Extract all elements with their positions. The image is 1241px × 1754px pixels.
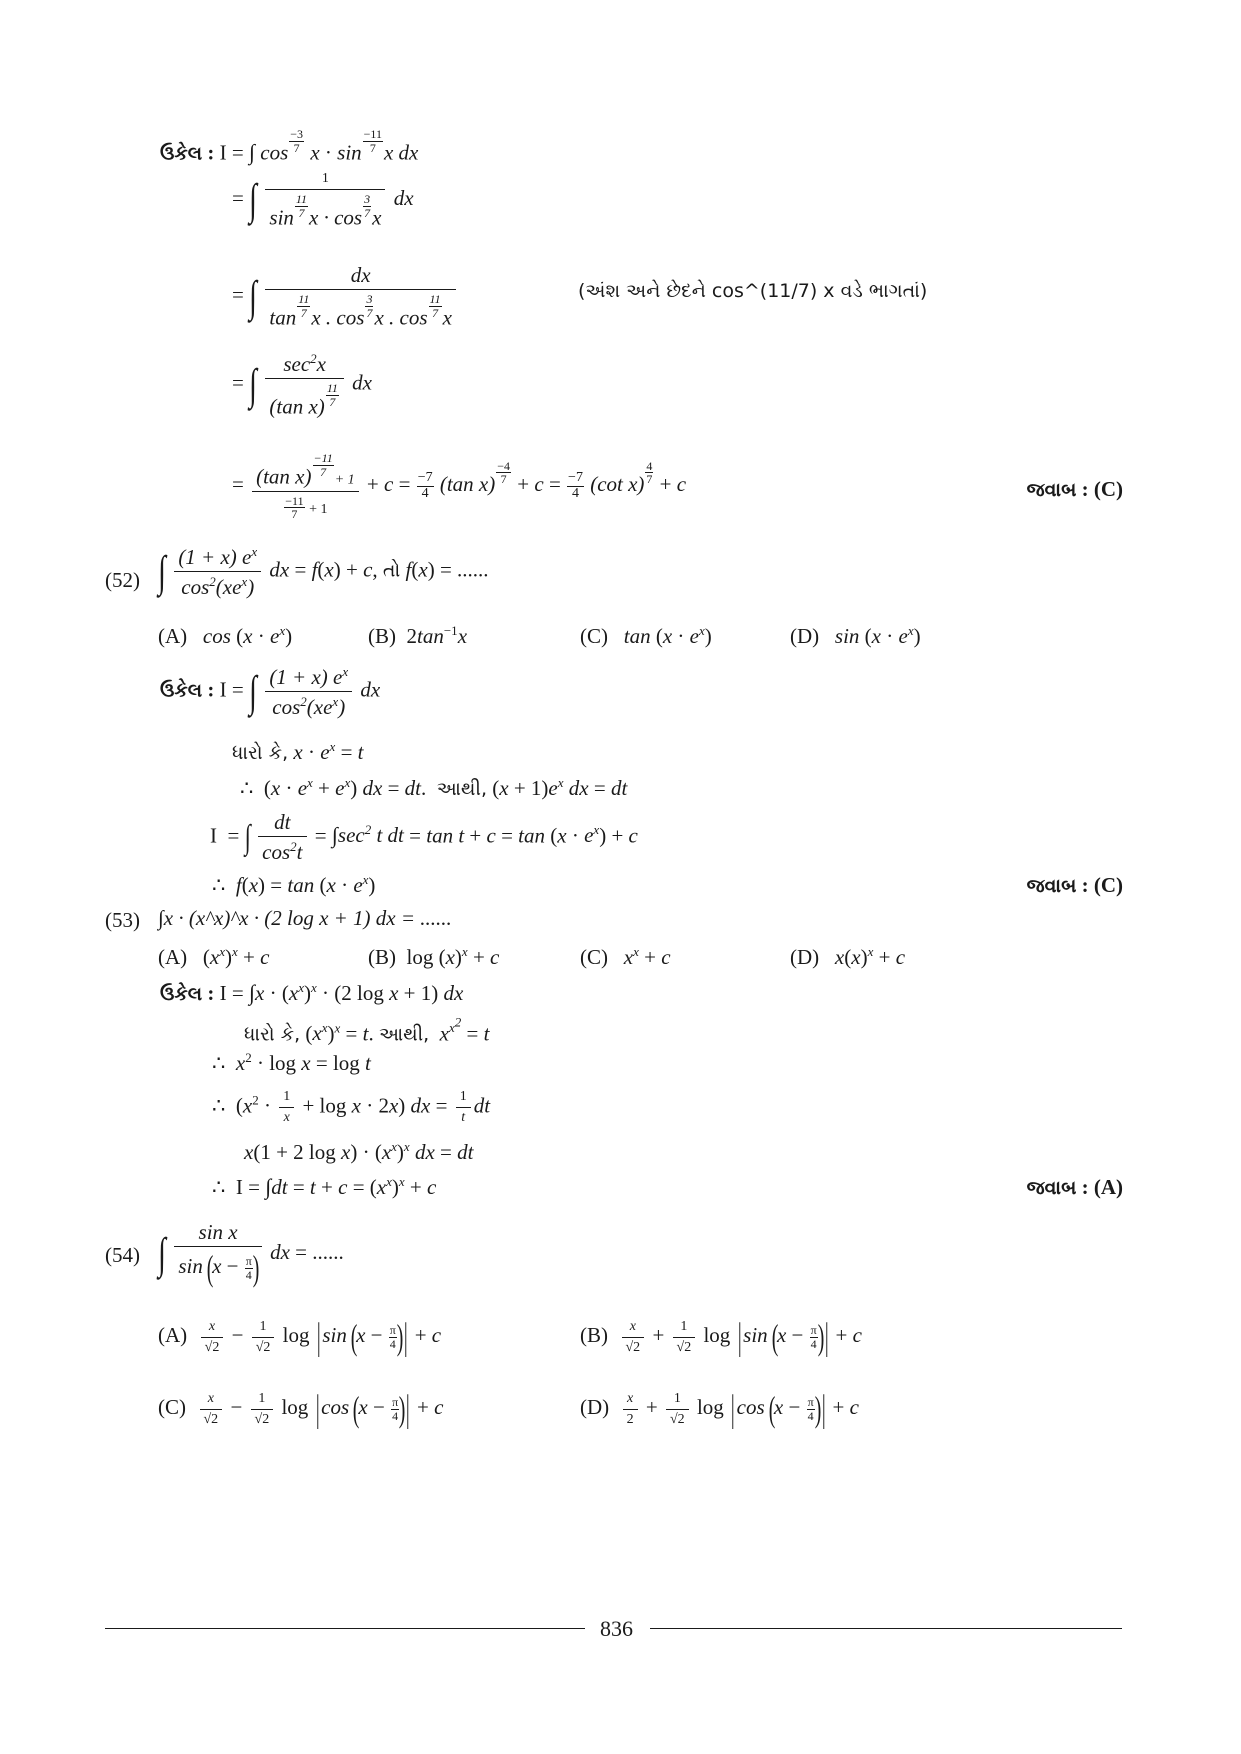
sol51-answer: જવાબ : (C) (1026, 477, 1123, 501)
q54-question: ∫ sin x sin (x − $\frac{\pi}{4}$ ) dx = ...... (158, 1220, 344, 1288)
q54-option-d: (D) $\frac{x}{2}$ + $\frac{1}{√2}$ log |cos (x − $\frac{\pi}{4}$ )| + c (580, 1388, 859, 1430)
q52-option-c: (C) $\tan (x \cdot e^x)$ (580, 623, 712, 648)
q54-number: (54) (105, 1243, 140, 1267)
q53-option-a: (A) $(x^x)^x + c$ (158, 944, 270, 969)
q54-option-b: (B) $\frac{x}{√2}$ + $\frac{1}{√2}$ log |sin (x − $\frac{\pi}{4}$ )| + c (580, 1316, 862, 1358)
sol52-line2: ધારો કે, $x \cdot e^x = t$ (232, 739, 364, 764)
sol53-line6: ∴ $I = \int dt = t + c = (x^x)^x + c$ (212, 1174, 437, 1199)
q53-number: (53) (105, 908, 140, 932)
sol53-line2: ધારો કે, $(x^x)^x = t$. આથી, $x^{x^2} = t$ (244, 1015, 490, 1046)
sol51-line1: ઉકેલ : I = ∫ cos $\frac{-3}{7}$ x · sin $\frac{-11}{7}$ x dx (160, 127, 419, 165)
q52-option-a: (A) $\cos (x \cdot e^x)$ (158, 623, 293, 648)
q53-option-b: (B) $\log (x)^x + c$ (368, 944, 500, 969)
sol51-note: (અંશ અને છેદને cos^(11/7) x વડે ભાગતાં) (578, 280, 928, 302)
q52-number: (52) (105, 568, 140, 592)
solution-label: ઉકેલ (160, 142, 203, 165)
sol53-line5: x(1 + 2 $\log x) \cdot (x^x)^x$ dx = dt (244, 1139, 474, 1164)
sol52-answer: જવાબ : (C) (1026, 873, 1123, 897)
q52-question: ∫ $\frac{(1 + x) e^x}{\cos^2(xe^x)}$ dx = f(x) + c, તો f(x) = ...... (158, 544, 489, 599)
sol52-line3: ∴ $(x \cdot e^x + e^x)$ dx = dt. આથી, $(x + 1)e^x$ dx = dt (240, 775, 628, 800)
sol52-line4: I = ∫ $\frac{dt}{\cos^2t}$ = $\int\sec^2$ t dt = $\tan t + c = \tan (x \cdot e^x) + c$ (210, 810, 638, 864)
sol51-line2: = ∫ 1 sin $\frac{11}{7}$ x · cos $\frac{3}{7}$ x dx (232, 171, 414, 230)
footer-rule-left (105, 1628, 585, 1629)
q54-option-a: (A) $\frac{x}{√2}$ − $\frac{1}{√2}$ log |sin (x − $\frac{\pi}{4}$ )| + c (158, 1316, 442, 1358)
sol51-line3: = ∫ dx tan $\frac{11}{7}$ x . cos $\frac{3}{7}$ x . cos $\frac{11}{7}$ x (232, 265, 459, 329)
q52-option-d: (D) $\sin (x \cdot e^x)$ (790, 623, 921, 648)
q53-question: ∫x · (x^x)^x · (2 log x + 1) dx = ...... (158, 906, 452, 930)
page-number: 836 (600, 1616, 633, 1641)
sol53-answer: જવાબ : (A) (1026, 1175, 1123, 1199)
q52-option-b: (B) $2\tan^{-1}x$ (368, 623, 468, 648)
q53-option-c: (C) $x^x + c$ (580, 944, 671, 969)
sol53-line1: ઉકેલ : $I = \int x \cdot (x^x)^x \cdot (2$ log x + 1) dx (160, 980, 464, 1005)
sol52-line5: ∴ $f(x) = \tan (x \cdot e^x)$ (212, 872, 376, 897)
q53-option-d: (D) $x(x)^x + c$ (790, 944, 906, 969)
sol51-line5: = (tan x) $\frac{-11}{7}$ + 1 $\frac{-11}{7}$ + 1 + c = $\frac{-7}{4}$ (tan x) $\frac{-4}{7}$ + c = $\frac{-7}{4}$ (cot x) $\frac{4}{7}$ + c (232, 451, 687, 522)
sol52-line1: ઉકેલ : I = ∫ $\frac{(1 + x) e^x}{\cos^2(xe^x)}$ dx (160, 664, 381, 719)
q54-option-c: (C) $\frac{x}{√2}$ − $\frac{1}{√2}$ log |cos (x − $\frac{\pi}{4}$ )| + c (158, 1388, 444, 1430)
footer-rule-right (650, 1628, 1122, 1629)
sol53-line4: ∴ ($x^2$ · $\frac{1}{x}$ + log x · 2x) dx = $\frac{1}{t}$ dt (212, 1089, 491, 1125)
sol51-line4: = ∫ $\sec^2x$ (tan x) $\frac{11}{7}$ dx (232, 351, 372, 419)
sol53-line3: ∴ $x^2 \cdot \log x = \log t$ (212, 1050, 371, 1075)
